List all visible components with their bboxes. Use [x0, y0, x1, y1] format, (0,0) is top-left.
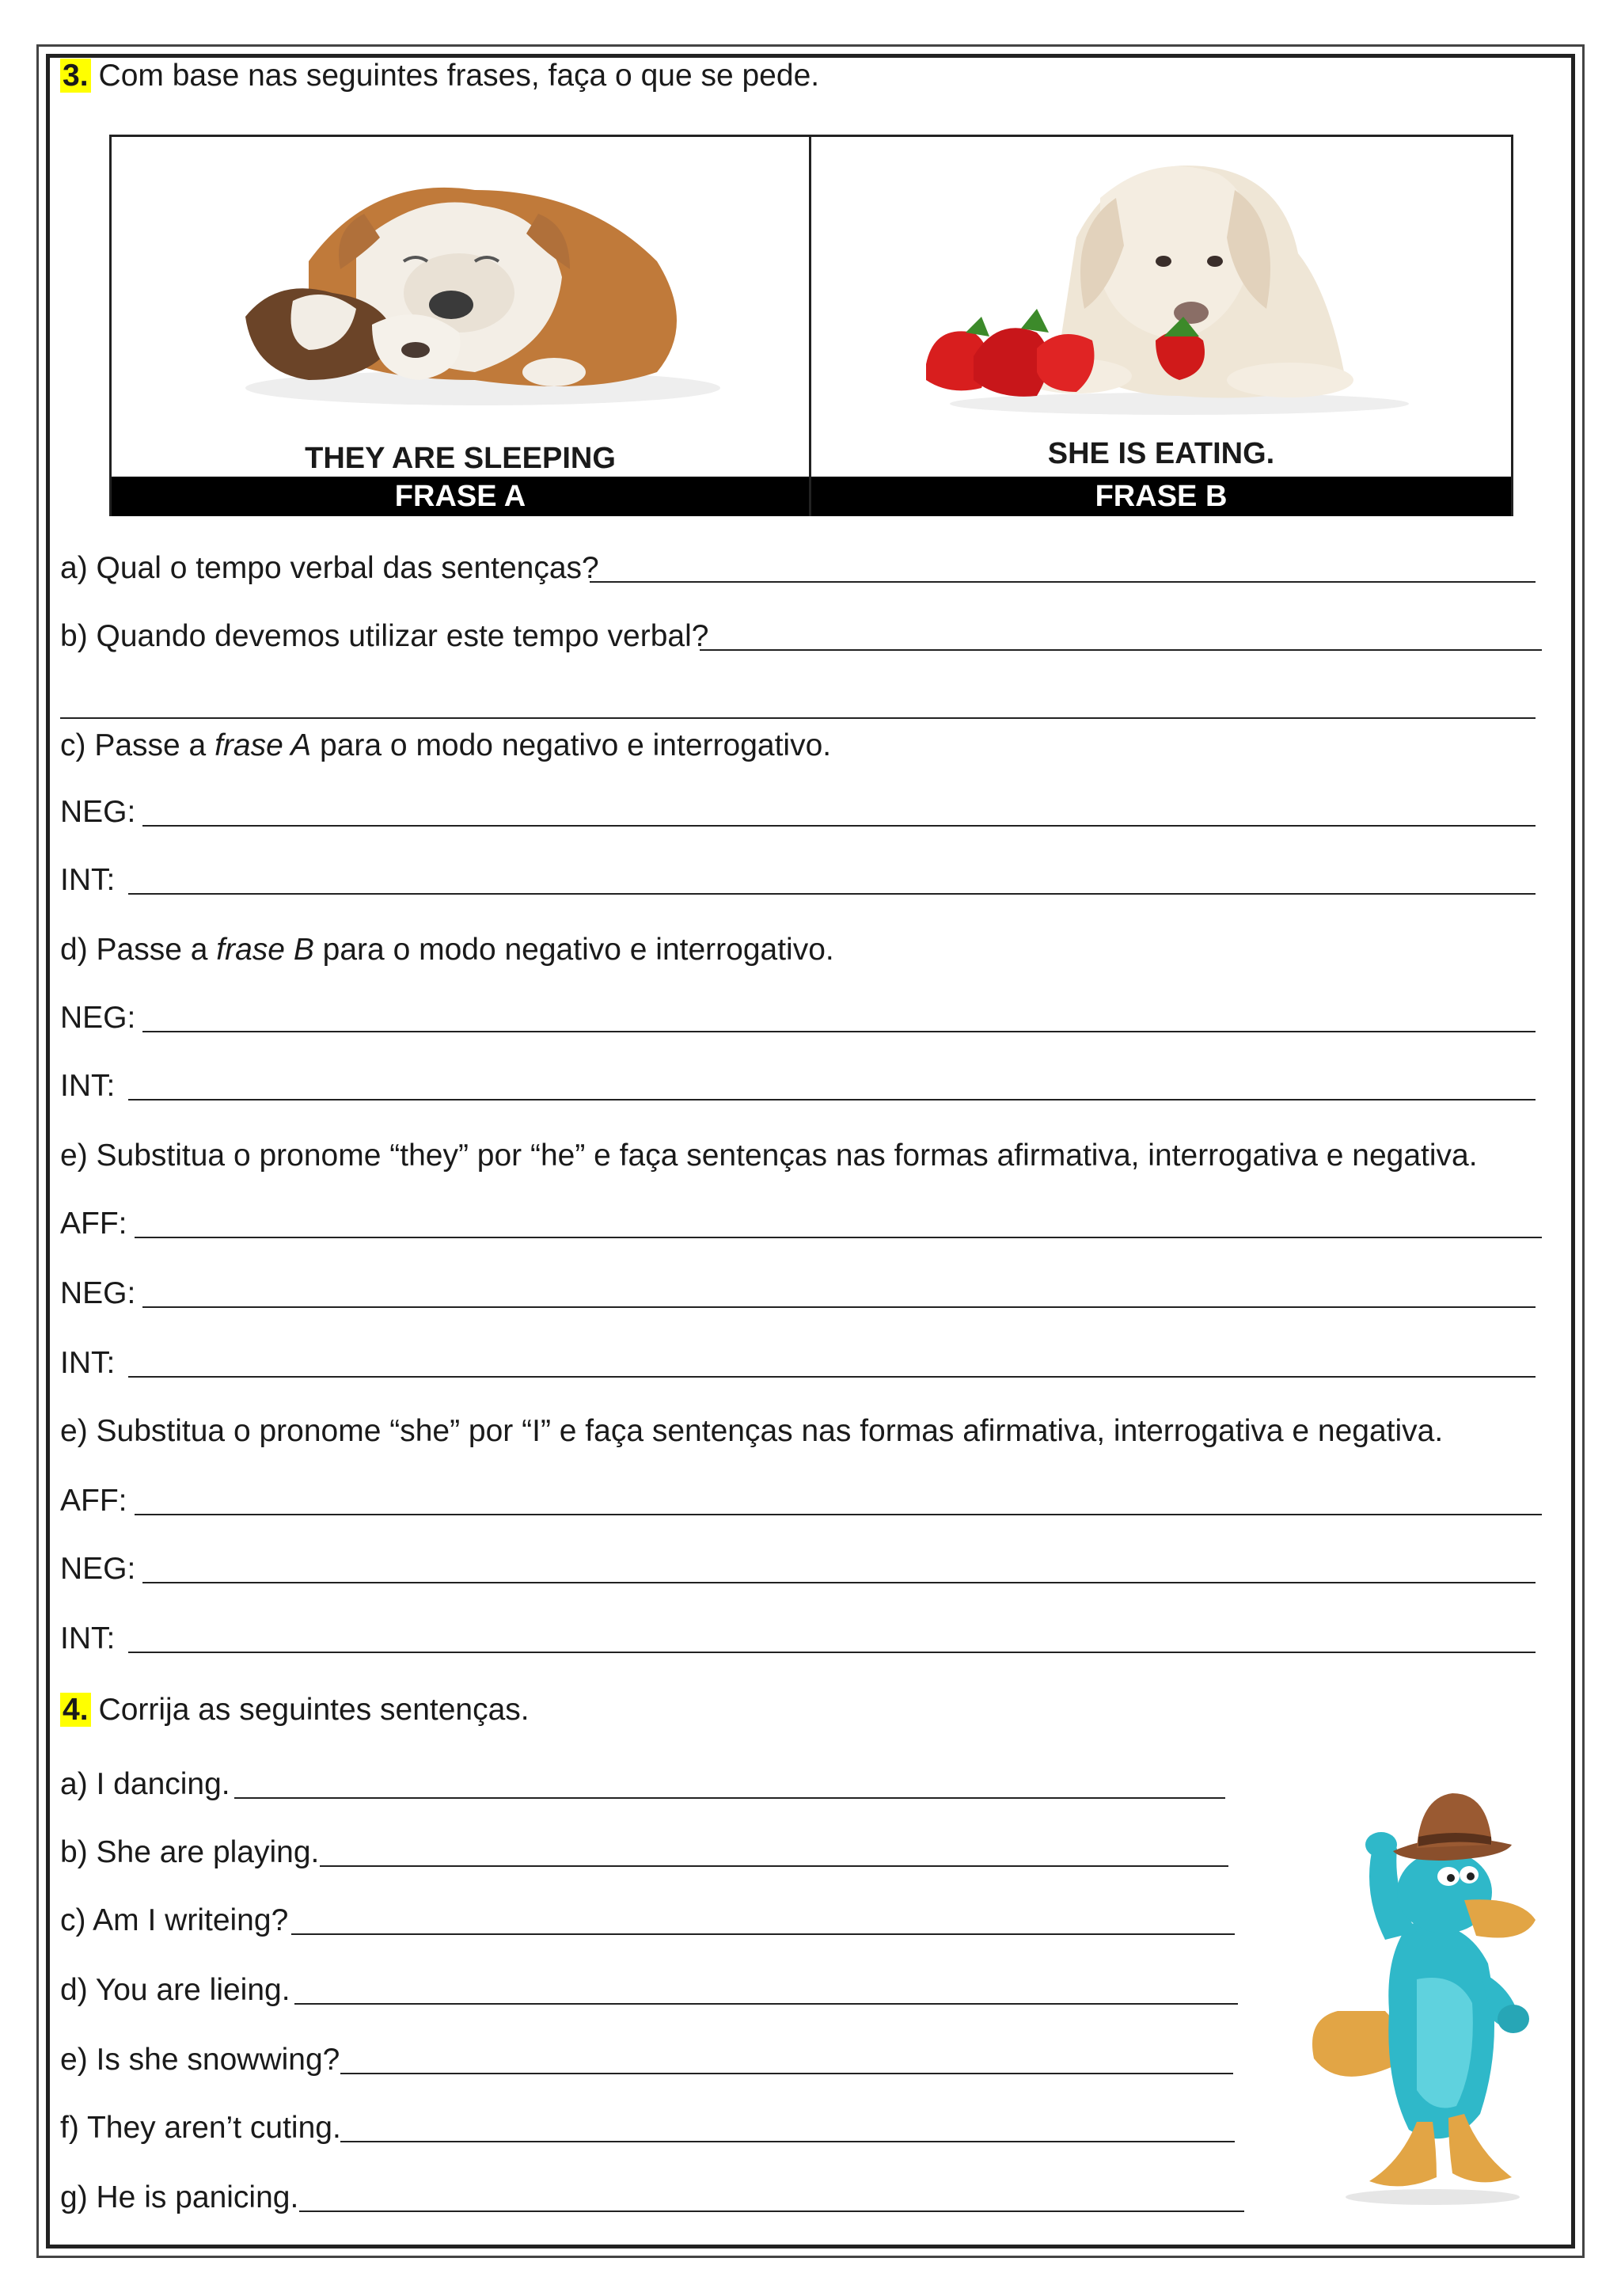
q3-prompt: Com base nas seguintes frases, faça o que se pede. — [98, 59, 820, 93]
q4-item-c: c) Am I writeing? — [60, 1903, 289, 1937]
q3a-text: a) Qual o tempo verbal das sentenças? — [60, 551, 599, 585]
q4-item-e-line[interactable] — [340, 2073, 1233, 2074]
q4-heading — [60, 1694, 530, 1725]
q4-item-c-line[interactable] — [291, 1933, 1235, 1935]
q3d-int-line[interactable] — [128, 1099, 1536, 1100]
q3e1-aff-line[interactable] — [135, 1237, 1542, 1238]
q3d-pre: d) Passe a — [60, 933, 217, 967]
q4-item-f: f) They aren’t cuting. — [60, 2111, 341, 2145]
q4-item-a: a) I dancing. — [60, 1767, 230, 1801]
q3e1-neg-label: NEG: — [60, 1276, 136, 1310]
q4-item-g: g) He is panicing. — [60, 2180, 299, 2214]
platypus-agent-character-image — [1306, 1781, 1551, 2209]
q4-item-e: e) Is she snowwing? — [60, 2043, 340, 2077]
q3e2-text: e) Substitua o pronome “she” por “I” e faça sentenças nas formas afirmativa, interrogativa e negativa. — [60, 1414, 1444, 1448]
q3e2-aff-line[interactable] — [135, 1514, 1542, 1515]
q3e1-neg-line[interactable] — [142, 1306, 1536, 1308]
q3c-neg-line[interactable] — [142, 825, 1536, 827]
q3b-answer-line-2[interactable] — [60, 717, 1536, 719]
q3d-int-label: INT: — [60, 1069, 116, 1103]
q3c-post: para o modo negativo e interrogativo. — [311, 728, 832, 762]
bulldogs-sleeping-image — [214, 143, 720, 412]
q3e2-neg-label: NEG: — [60, 1552, 136, 1586]
q3e1-int-label: INT: — [60, 1346, 116, 1380]
q3e1-aff-label: AFF: — [60, 1207, 127, 1241]
q3c-int-label: INT: — [60, 863, 116, 897]
q3e1-int-line[interactable] — [128, 1376, 1536, 1378]
q3b-answer-line[interactable] — [700, 649, 1542, 651]
frase-b-sentence: SHE IS EATING. — [1047, 437, 1275, 470]
q4-number: 4. — [60, 1693, 91, 1727]
q3e2-neg-line[interactable] — [142, 1582, 1536, 1583]
q3c-neg-label: NEG: — [60, 795, 136, 829]
q3-number: 3. — [60, 59, 91, 93]
q3a-answer-line[interactable] — [590, 581, 1536, 583]
q4-item-d: d) You are lieing. — [60, 1973, 290, 2007]
q3d-post: para o modo negativo e interrogativo. — [313, 933, 834, 967]
q3d-neg-label: NEG: — [60, 1001, 136, 1035]
q3e2-int-label: INT: — [60, 1621, 116, 1655]
frase-a-sentence: THEY ARE SLEEPING — [305, 442, 616, 475]
q4-item-g-line[interactable] — [299, 2210, 1244, 2212]
q3c-pre: c) Passe a — [60, 728, 215, 762]
q4-item-d-line[interactable] — [294, 2003, 1238, 2005]
q3e2-aff-label: AFF: — [60, 1484, 127, 1518]
q3d-emphasis: frase B — [216, 933, 314, 967]
q4-item-b: b) She are playing. — [60, 1835, 320, 1869]
q4-item-b-line[interactable] — [320, 1865, 1228, 1867]
puppy-eating-strawberries-image — [918, 143, 1409, 420]
q4-item-a-line[interactable] — [234, 1797, 1225, 1799]
q3d-neg-line[interactable] — [142, 1031, 1536, 1032]
q3c-int-line[interactable] — [128, 893, 1536, 895]
frase-b-label: FRASE B — [811, 477, 1511, 516]
q4-item-f-line[interactable] — [340, 2141, 1235, 2142]
q4-prompt: Corrija as seguintes sentenças. — [98, 1693, 530, 1727]
q3e2-int-line[interactable] — [128, 1652, 1536, 1653]
q3e1-text: e) Substitua o pronome “they” por “he” e faça sentenças nas formas afirmativa, interrogativa e negativa. — [60, 1138, 1478, 1173]
q3c-emphasis: frase A — [214, 728, 312, 762]
q3-heading — [60, 60, 819, 91]
frase-a-label: FRASE A — [112, 477, 809, 516]
q3b-text: b) Quando devemos utilizar este tempo verbal? — [60, 619, 709, 653]
q3d-text — [60, 934, 834, 965]
q3c-text — [60, 730, 831, 761]
